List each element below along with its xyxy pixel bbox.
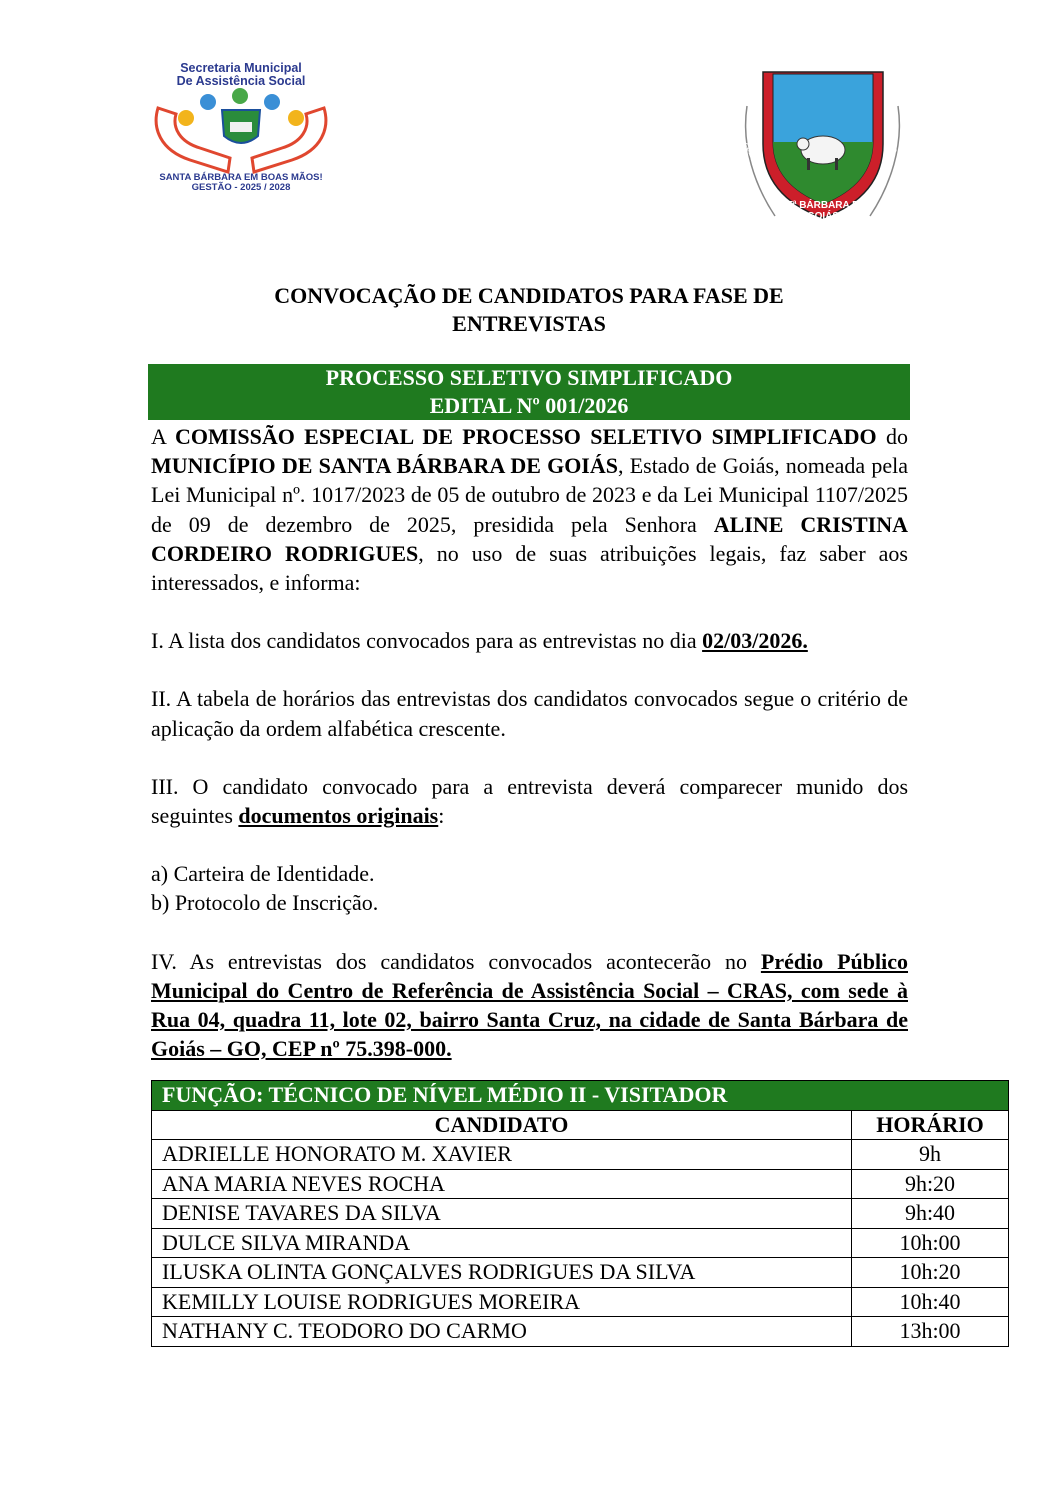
banner-line-2: EDITAL Nº 001/2026 (429, 393, 629, 418)
item-1 (151, 626, 908, 655)
intro-text-2: do (876, 424, 908, 449)
item-4-text: IV. As entrevistas dos candidatos convocados acontecerão no (151, 948, 761, 974)
coat-city-name: STª BÁRBARA DE GOIÁS (779, 200, 867, 222)
table-row (152, 1228, 1009, 1258)
item-3-end: : (438, 803, 445, 829)
schedule-table-wrap (151, 1080, 1009, 1347)
hands-icon (150, 88, 332, 174)
intro-text-1: A (151, 424, 176, 449)
table-row (152, 1287, 1009, 1317)
function-row (152, 1081, 1009, 1111)
secretaria-logo (150, 62, 332, 200)
item-3-text: III. O candidato convocado para a entrevista deverá comparecer munido dos seguintes (151, 773, 908, 829)
table-row (152, 1199, 1009, 1229)
column-header-candidate: CANDIDATO (152, 1110, 852, 1140)
interview-time: 9h:20 (852, 1169, 1009, 1199)
document-body (151, 422, 908, 1063)
doc-item-b: b) Protocolo de Inscrição. (151, 890, 379, 916)
table-row (152, 1317, 1009, 1347)
table-body (152, 1140, 1009, 1347)
table-row (152, 1140, 1009, 1170)
title-line-1: CONVOCAÇÃO DE CANDIDATOS PARA FASE DE (274, 283, 784, 308)
candidate-name: DULCE SILVA MIRANDA (152, 1228, 852, 1258)
item-4-location: Prédio Público Municipal do Centro de Referência de Assistência Social – CRAS, com sede à Rua 04, quadra 11, lote 02, bairro Santa Cruz, na cidade de Santa Bárbara de Goiás – GO, CEP nº 75.398-000. (151, 948, 909, 1062)
interview-time: 10h:20 (852, 1258, 1009, 1288)
interview-date: 02/03/2026. (702, 628, 808, 654)
logo-left-title (150, 62, 332, 88)
item-2 (151, 684, 908, 742)
interview-time: 13h:00 (852, 1317, 1009, 1347)
page-title (150, 282, 908, 338)
candidate-name: ADRIELLE HONORATO M. XAVIER (152, 1140, 852, 1170)
logo-line-1: Secretaria Municipal (180, 61, 302, 75)
coat-year-left: 2216 (742, 139, 760, 163)
item-3-emph: documentos originais (238, 803, 439, 829)
intro-paragraph (151, 422, 908, 597)
interview-time: 9h (852, 1140, 1009, 1170)
table-row (152, 1169, 1009, 1199)
municipality-name: MUNICÍPIO DE SANTA BÁRBARA DE GOIÁS (151, 453, 618, 479)
banner-line-1: PROCESSO SELETIVO SIMPLIFICADO (325, 365, 733, 390)
function-title: FUNÇÃO: TÉCNICO DE NÍVEL MÉDIO II - VISITADOR (152, 1081, 1009, 1111)
item-2-text: II. A tabela de horários das entrevistas dos candidatos convocados segue o critério de aplicação da ordem alfabética crescente. (151, 686, 908, 741)
candidate-name: ILUSKA OLINTA GONÇALVES RODRIGUES DA SILVA (152, 1258, 852, 1288)
doc-item-a: a) Carteira de Identidade. (151, 861, 375, 887)
item-4 (151, 947, 908, 1064)
column-header-time: HORÁRIO (852, 1110, 1009, 1140)
president-name: ALINE CRISTINA CORDEIRO RODRIGUES (151, 511, 908, 566)
interview-time: 10h:40 (852, 1287, 1009, 1317)
logo-slogan-2: GESTÃO - 2025 / 2028 (191, 182, 291, 193)
candidate-name: DENISE TAVARES DA SILVA (152, 1199, 852, 1229)
coat-year-right: 1963 (882, 145, 900, 169)
interview-time: 9h:40 (852, 1199, 1009, 1229)
candidate-name: KEMILLY LOUISE RODRIGUES MOREIRA (152, 1287, 852, 1317)
item-1-text: I. A lista dos candidatos convocados para as entrevistas no dia (151, 628, 703, 654)
item-3 (151, 772, 908, 830)
interview-time: 10h:00 (852, 1228, 1009, 1258)
schedule-table (151, 1080, 1009, 1347)
intro-text-4: , no uso de suas atribuições legais, faz saber aos interessados, e informa: (151, 540, 908, 596)
logo-left-slogan (150, 173, 332, 193)
title-line-2: ENTREVISTAS (452, 311, 606, 336)
municipal-coat-of-arms (735, 66, 910, 226)
candidate-name: NATHANY C. TEODORO DO CARMO (152, 1317, 852, 1347)
process-banner (148, 364, 910, 420)
intro-text-3: , Estado de Goiás, nomeada pela Lei Municipal nº. 1017/2023 de 05 de outubro de 2023 e da Lei Municipal 1107/2025 de 09 de dezembro de 2025, presidida pela Senhora (151, 453, 909, 537)
commission-name: COMISSÃO ESPECIAL DE PROCESSO SELETIVO SIMPLIFICADO (175, 424, 877, 449)
logo-line-2: De Assistência Social (176, 74, 306, 88)
table-row (152, 1258, 1009, 1288)
candidate-name: ANA MARIA NEVES ROCHA (152, 1169, 852, 1199)
header-row (152, 1110, 1009, 1140)
logo-slogan-1: SANTA BÁRBARA EM BOAS MÃOS! (159, 172, 323, 183)
